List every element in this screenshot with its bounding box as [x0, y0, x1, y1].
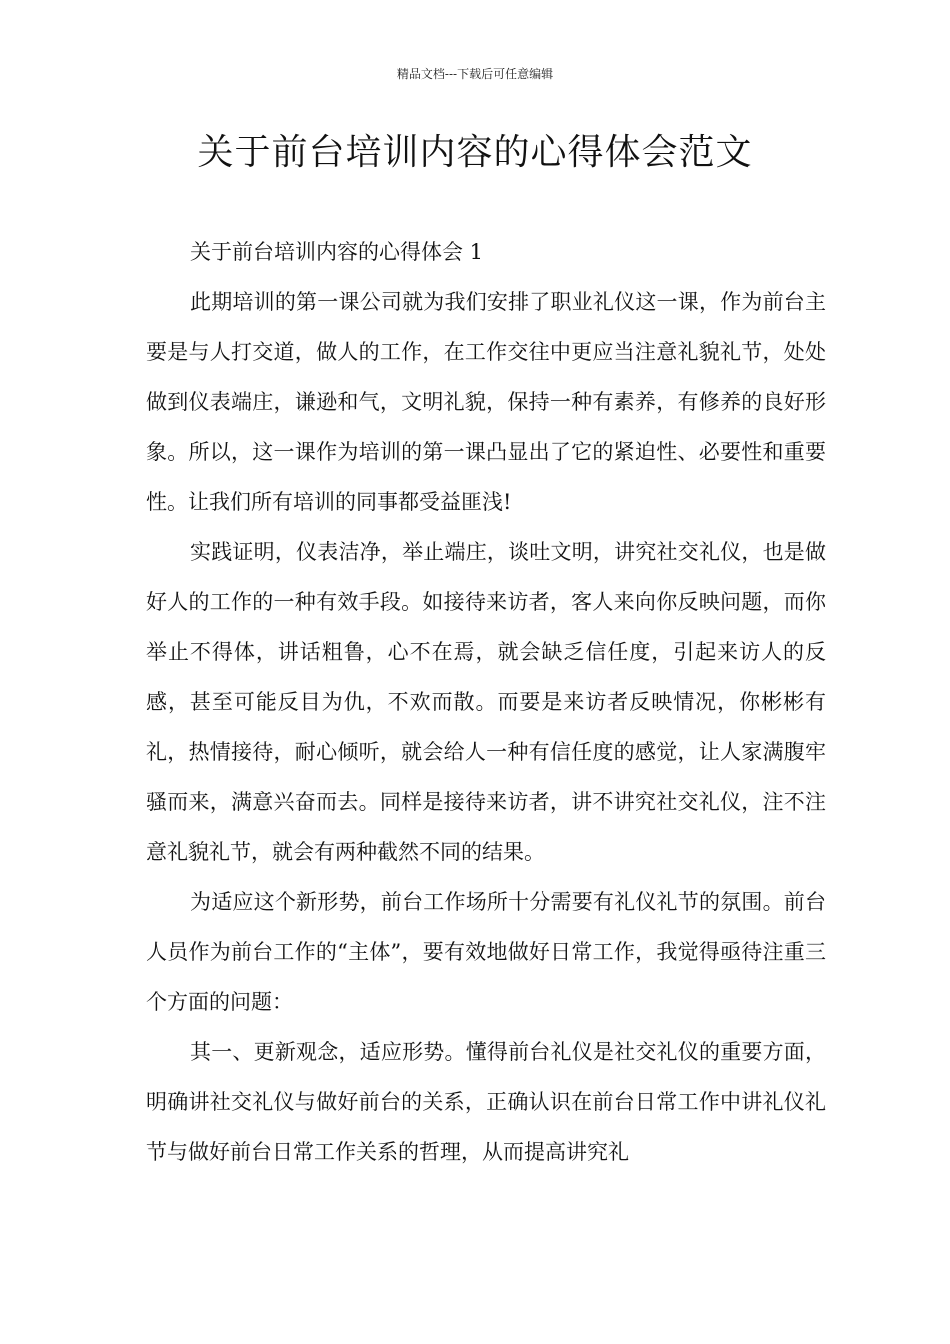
paragraph-4: 其一、更新观念，适应形势。懂得前台礼仪是社交礼仪的重要方面，明确讲社交礼仪与做好前台的关系，正确认识在前台日常工作中讲礼仪礼节与做好前台日常工作关系的哲理，从而提高讲究礼: [146, 1040, 826, 1164]
page-title: 关于前台培训内容的心得体会范文: [197, 132, 753, 173]
header-note: 精品文档---下载后可任意编辑: [396, 67, 554, 81]
document-body: [146, 227, 826, 1177]
paragraph-3: 为适应这个新形势，前台工作场所十分需要有礼仪礼节的氛围。前台人员作为前台工作的“主体”，要有效地做好日常工作，我觉得亟待注重三个方面的问题：: [146, 890, 826, 1014]
paragraph-2: 实践证明，仪表洁净，举止端庄，谈吐文明，讲究社交礼仪，也是做好人的工作的一种有效手段。如接待来访者，客人来向你反映问题，而你举止不得体，讲话粗鲁，心不在焉，就会缺乏信任度，引起来访人的反感，甚至可能反目为仇，不欢而散。而要是来访者反映情况，你彬彬有礼，热情接待，耐心倾听，就会给人一种有信任度的感觉，让人家满腹牢骚而来，满意兴奋而去。同样是接待来访者，讲不讲究社交礼仪，注不注意礼貌礼节，就会有两种截然不同的结果。: [146, 540, 826, 864]
section-heading: 关于前台培训内容的心得体会 1: [190, 240, 484, 264]
paragraph-1: 此期培训的第一课公司就为我们安排了职业礼仪这一课，作为前台主要是与人打交道，做人的工作，在工作交往中更应当注意礼貌礼节，处处做到仪表端庄，谦逊和气，文明礼貌，保持一种有素养，有修养的良好形象。所以，这一课作为培训的第一课凸显出了它的紧迫性、必要性和重要性。让我们所有培训的同事都受益匪浅!: [146, 290, 826, 514]
